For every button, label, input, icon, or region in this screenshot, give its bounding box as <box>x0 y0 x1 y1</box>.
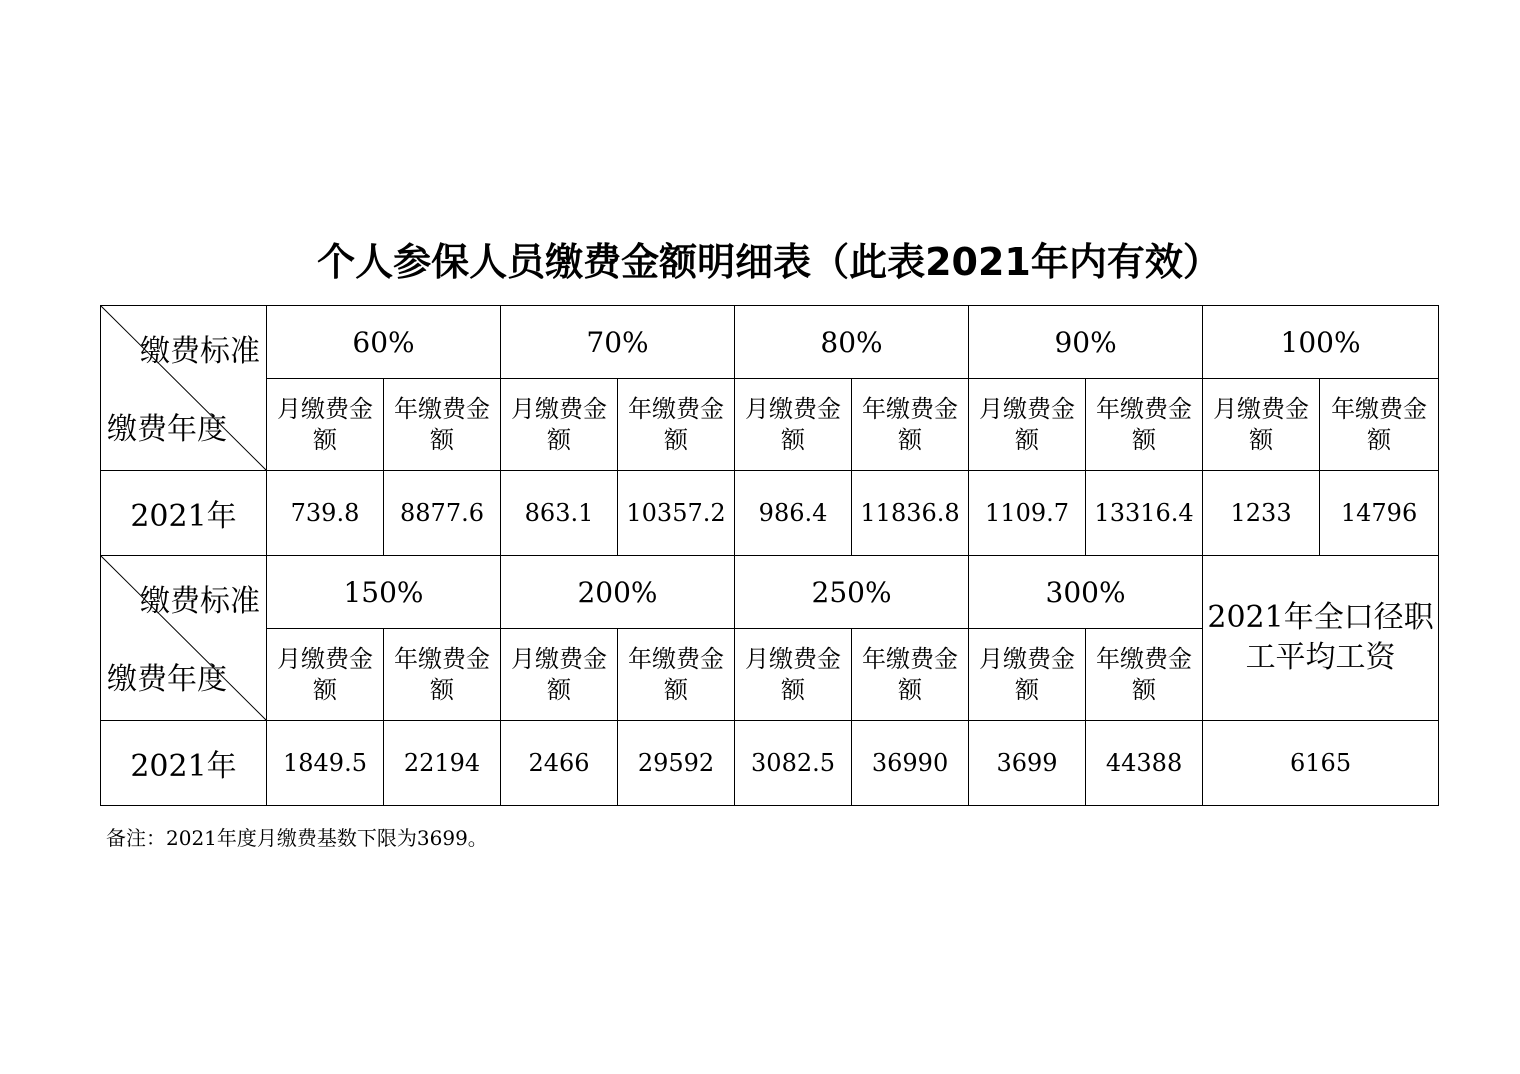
table-row <box>101 471 1439 556</box>
annual-amount-header: 年缴费金额 <box>1320 379 1439 471</box>
monthly-amount-cell: 3699 <box>969 721 1086 806</box>
monthly-amount-header: 月缴费金额 <box>969 379 1086 471</box>
annual-amount-header: 年缴费金额 <box>852 629 969 721</box>
fee-table <box>100 305 1439 806</box>
footnote: 备注：2021年度月缴费基数下限为3699。 <box>106 826 488 850</box>
percentage-header: 90% <box>969 306 1203 379</box>
monthly-amount-header: 月缴费金额 <box>735 629 852 721</box>
average-wage-value: 6165 <box>1203 721 1439 806</box>
monthly-amount-cell: 863.1 <box>501 471 618 556</box>
annual-amount-cell: 29592 <box>618 721 735 806</box>
percentage-header: 70% <box>501 306 735 379</box>
annual-amount-cell: 13316.4 <box>1086 471 1203 556</box>
monthly-amount-header: 月缴费金额 <box>267 379 384 471</box>
annual-amount-cell: 14796 <box>1320 471 1439 556</box>
annual-amount-header: 年缴费金额 <box>852 379 969 471</box>
year-cell: 2021年 <box>101 721 267 806</box>
annual-amount-header: 年缴费金额 <box>1086 379 1203 471</box>
header-corner-cell <box>101 556 267 721</box>
annual-amount-cell: 36990 <box>852 721 969 806</box>
annual-amount-header: 年缴费金额 <box>618 629 735 721</box>
annual-amount-header: 年缴费金额 <box>384 629 501 721</box>
monthly-amount-header: 月缴费金额 <box>501 379 618 471</box>
annual-amount-cell: 10357.2 <box>618 471 735 556</box>
percentage-header: 80% <box>735 306 969 379</box>
year-header-label: 缴费年度 <box>107 412 227 447</box>
annual-amount-header: 年缴费金额 <box>1086 629 1203 721</box>
monthly-amount-cell: 1849.5 <box>267 721 384 806</box>
annual-amount-header: 年缴费金额 <box>384 379 501 471</box>
monthly-amount-header: 月缴费金额 <box>1203 379 1320 471</box>
standard-header-label: 缴费标准 <box>140 334 260 369</box>
monthly-amount-cell: 2466 <box>501 721 618 806</box>
average-wage-label: 2021年全口径职工平均工资 <box>1203 556 1439 721</box>
percentage-header: 60% <box>267 306 501 379</box>
table-row <box>101 721 1439 806</box>
percentage-header: 250% <box>735 556 969 629</box>
standard-header-label: 缴费标准 <box>140 584 260 619</box>
monthly-amount-header: 月缴费金额 <box>501 629 618 721</box>
monthly-amount-header: 月缴费金额 <box>267 629 384 721</box>
annual-amount-header: 年缴费金额 <box>618 379 735 471</box>
year-header-label: 缴费年度 <box>107 662 227 697</box>
annual-amount-cell: 44388 <box>1086 721 1203 806</box>
monthly-amount-cell: 986.4 <box>735 471 852 556</box>
percentage-header: 150% <box>267 556 501 629</box>
percentage-header: 100% <box>1203 306 1439 379</box>
year-cell: 2021年 <box>101 471 267 556</box>
monthly-amount-header: 月缴费金额 <box>969 629 1086 721</box>
annual-amount-cell: 11836.8 <box>852 471 969 556</box>
header-corner-cell <box>101 306 267 471</box>
page-title: 个人参保人员缴费金额明细表（此表2021年内有效） <box>317 240 1221 284</box>
annual-amount-cell: 8877.6 <box>384 471 501 556</box>
monthly-amount-cell: 739.8 <box>267 471 384 556</box>
percentage-header: 300% <box>969 556 1203 629</box>
monthly-amount-cell: 1109.7 <box>969 471 1086 556</box>
monthly-amount-header: 月缴费金额 <box>735 379 852 471</box>
monthly-amount-cell: 1233 <box>1203 471 1320 556</box>
annual-amount-cell: 22194 <box>384 721 501 806</box>
monthly-amount-cell: 3082.5 <box>735 721 852 806</box>
percentage-header: 200% <box>501 556 735 629</box>
